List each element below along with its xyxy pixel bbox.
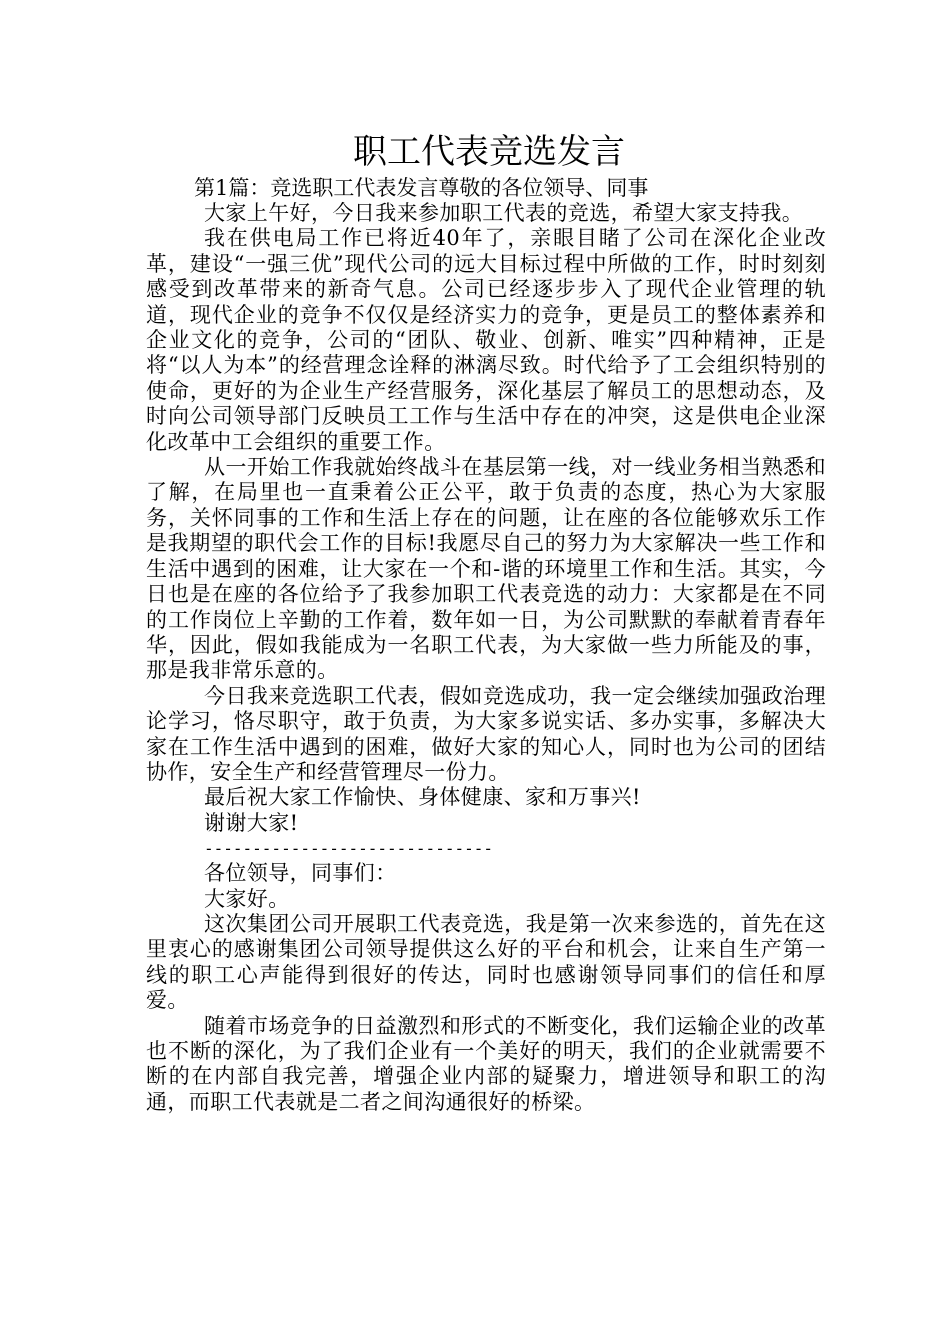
body-paragraph: 我在供电局工作已将近40年了，亲眼目睹了公司在深化企业改革，建设“一强三优”现代公司的远大目标过程中所做的工作，时时刻刻感受到改革带来的新奇气息。公司已经逐步步入了现代企业管理的轨道，现代企业的竞争不仅仅是经济实力的竞争，更是员工的整体素养和企业文化的竞争，公司的“团队、敬业、创新、唯实”四种精神，正是将“以人为本”的经营理念诠释的淋漓尽致。时代给予了工会组织特别的使命，更好的为企业生产经营服务，深化基层了解员工的思想动态，及时向公司领导部门反映员工工作与生活中存在的冲突，这是供电企业深化改革中工会组织的重要工作。	[146, 226, 826, 454]
document-page	[146, 128, 826, 1115]
body-paragraph: 这次集团公司开展职工代表竞选，我是第一次来参选的，首先在这里衷心的感谢集团公司领导提供这么好的平台和机会，让来自生产第一线的职工心声能得到很好的传达，同时也感谢领导同事们的信任和厚爱。	[146, 911, 826, 1013]
document-title: 职工代表竞选发言	[353, 132, 625, 172]
closing-wish: 最后祝大家工作愉快、身体健康、家和万事兴!	[204, 785, 641, 810]
greeting: 各位领导，同事们：	[204, 861, 397, 886]
body-paragraph: 随着市场竞争的日益激烈和形式的不断变化，我们运输企业的改革也不断的深化，为了我们企业有一个美好的明天，我们的企业就需要不断的在内部自我完善，增强企业内部的疑聚力，增进领导和职工的沟通，而职工代表就是二者之间沟通很好的桥梁。	[146, 1013, 826, 1114]
hello-line: 大家好。	[204, 886, 290, 911]
section-separator: ------------------------------	[204, 839, 493, 859]
body-paragraph: 从一开始工作我就始终战斗在基层第一线，对一线业务相当熟悉和了解，在局里也一直秉着公正公平，敢于负责的态度，热心为大家服务，关怀同事的工作和生活上存在的问题，让在座的各位能够欢乐工作是我期望的职代会工作的目标!我愿尽自己的努力为大家解决一些工作和生活中遇到的困难，让大家在一个和-谐的环境里工作和生活。其实，今日也是在座的各位给予了我参加职工代表竞选的动力：大家都是在不同的工作岗位上辛勤的工作着，数年如一日，为公司默默的奉献着青春年华，因此，假如我能成为一名职工代表，为大家做一些力所能及的事，那是我非常乐意的。	[146, 455, 826, 683]
body-paragraph: 今日我来竞选职工代表，假如竞选成功，我一定会继续加强政治理论学习，恪尽职守，敢于负责，为大家多说实话、多办实事，多解决大家在工作生活中遇到的困难，做好大家的知心人，同时也为公司的团结协作，安全生产和经营管理尽一份力。	[146, 683, 826, 784]
document-subtitle: 第1篇：竞选职工代表发言尊敬的各位领导、同事	[194, 176, 649, 200]
body-paragraph: 大家上午好，今日我来参加职工代表的竞选，希望大家支持我。	[204, 201, 804, 225]
closing-thanks: 谢谢大家!	[204, 810, 299, 835]
